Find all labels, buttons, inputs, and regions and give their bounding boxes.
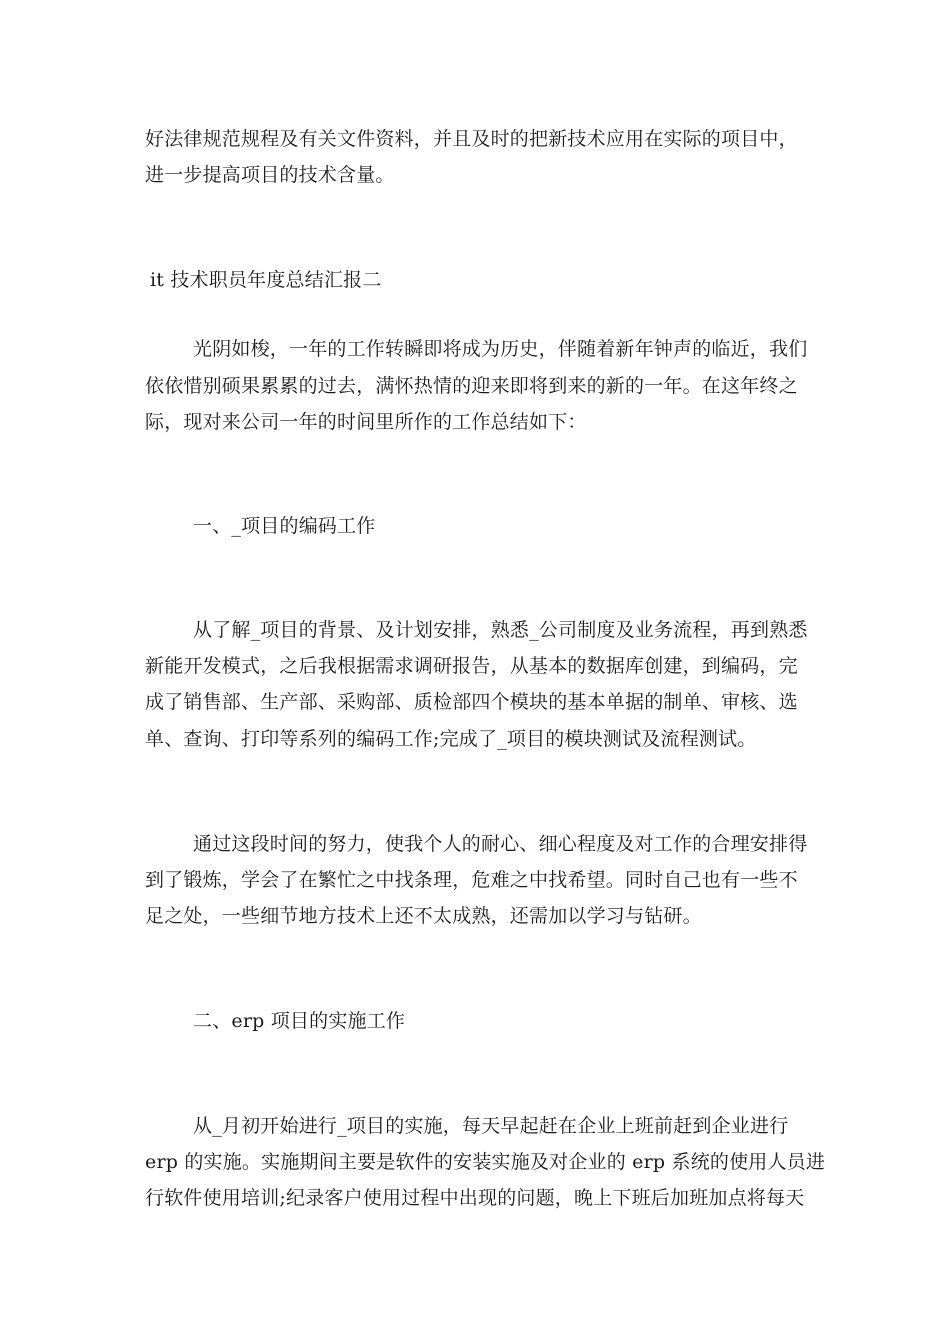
- paragraph-3-line-2: 到了锻炼，学会了在繁忙之中找条理，危难之中找希望。同时自己也有一些不: [145, 869, 798, 891]
- intro-line-2: 进一步提高项目的技术含量。: [145, 164, 395, 186]
- paragraph-1-line-1: 光阴如梭，一年的工作转瞬即将成为历史，伴随着新年钟声的临近，我们: [193, 338, 808, 360]
- section-title: it 技术职员年度总结汇报二: [150, 269, 382, 291]
- heading-2: 二、erp 项目的实施工作: [193, 1010, 406, 1032]
- paragraph-2-line-1: 从了解_项目的背景、及计划安排，熟悉_公司制度及业务流程，再到熟悉: [193, 619, 808, 641]
- paragraph-1-line-2: 依依惜别硕果累累的过去，满怀热情的迎来即将到来的新的一年。在这年终之: [145, 375, 798, 397]
- paragraph-3-line-3: 足之处，一些细节地方技术上还不太成熟，还需加以学习与钻研。: [145, 905, 702, 927]
- paragraph-1-line-3: 际，现对来公司一年的时间里所作的工作总结如下：: [145, 411, 587, 433]
- paragraph-2-line-4: 单、查询、打印等系列的编码工作;完成了_项目的模块测试及流程测试。: [145, 728, 757, 750]
- heading-1: 一、_项目的编码工作: [193, 515, 376, 537]
- intro-line-1: 好法律规范规程及有关文件资料，并且及时的把新技术应用在实际的项目中，: [145, 128, 798, 150]
- paragraph-4-line-2: erp 的实施。实施期间主要是软件的安装实施及对企业的 erp 系统的使用人员进: [145, 1151, 826, 1173]
- paragraph-4-line-3: 行软件使用培训;纪录客户使用过程中出现的问题，晚上下班后加班加点将每天: [145, 1187, 805, 1209]
- paragraph-3-line-1: 通过这段时间的努力，使我个人的耐心、细心程度及对工作的合理安排得: [193, 833, 808, 855]
- paragraph-2-line-3: 成了销售部、生产部、采购部、质检部四个模块的基本单据的制单、审核、选: [145, 691, 798, 713]
- paragraph-4-line-1: 从_月初开始进行_项目的实施，每天早起赶在企业上班前赶到企业进行: [193, 1115, 789, 1137]
- paragraph-2-line-2: 新能开发模式，之后我根据需求调研报告，从基本的数据库创建，到编码，完: [145, 655, 798, 677]
